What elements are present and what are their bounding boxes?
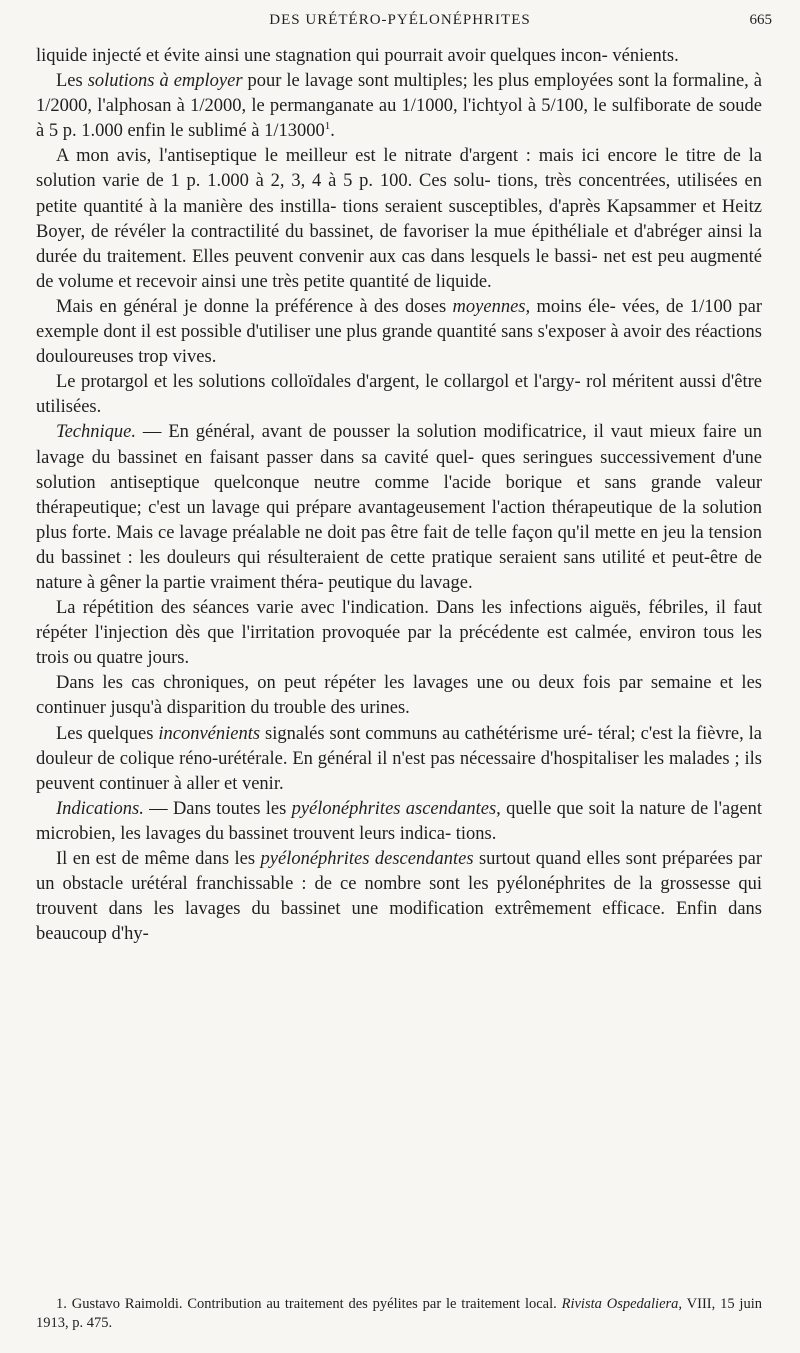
paragraph-text: Mais en général je donne la préférence à des doses (56, 296, 453, 317)
running-head: DES URÉTÉRO-PYÉLONÉPHRITES (269, 12, 531, 28)
section-heading: Indications. (56, 798, 144, 819)
footnotes (36, 1295, 762, 1333)
paragraph (36, 596, 762, 671)
paragraph (36, 420, 762, 596)
paragraph-text: moins éle- vées, de 1/100 par exemple dont il est possible d'utiliser une plus grande quantité sans s'exposer à avoir des réactions douloureuses trop vives. (36, 296, 762, 368)
paragraph-text: A mon avis, l'antiseptique le meilleur est le nitrate d'argent : mais ici encore le titre de la solution varie de 1 p. 1.000 à 2, 3, 4 à 5 p. 100. Ces solu- tions, très concentrées, utilisées en petite quantité à la manière des instilla- tions seraient susceptibles, d'après Kapsammer et Heitz Boyer, de révéler la contractilité du bassinet, de favoriser la mue épithéliale et d'abréger ainsi la durée du traitement. Elles peuvent convenir aux cas dans lesquels le bassi- net est peu augmenté de volume et recevoir ainsi une très petite quantité de liquide. (36, 146, 762, 292)
paragraph (36, 797, 762, 847)
paragraph-text: Les quelques (56, 723, 159, 744)
paragraph-text: surtout quand elles sont préparées par un obstacle urétéral franchissable : de ce nombre sont les pyélonéphrites de la grossesse qui trouvent dans les lavages du bassinet une modification extrêmement efficace. Enfin dans beaucoup d'hy- (36, 849, 763, 945)
paragraph-text: Le protargol et les solutions colloïdales d'argent, le collargol et l'argy- rol méritent aussi d'être utilisées. (36, 372, 762, 418)
paragraph (36, 69, 762, 144)
body-text (36, 44, 762, 947)
footnote-marker: 1 (324, 120, 331, 133)
italic-term: pyélonéphrites ascendantes, (291, 798, 501, 819)
journal-title: Rivista Ospedaliera, (561, 1296, 683, 1312)
paragraph-text: La répétition des séances varie avec l'indication. Dans les infections aiguës, fébriles, il faut répéter l'injection dès que l'irritation provoquée par la précédente est calmée, environ tous les trois ou quatre jours. (36, 598, 762, 669)
section-heading: Technique. (56, 422, 136, 443)
paragraph (36, 722, 762, 797)
paragraph-text: . (330, 121, 335, 142)
paragraph-text: quelle que soit la nature de l'agent microbien, les lavages du bassinet trouvent leurs indica- tions. (36, 798, 763, 844)
paragraph (36, 847, 762, 947)
italic-term: pyélonéphrites descendantes (260, 849, 474, 869)
paragraph-text: — Dans toutes les (143, 798, 292, 819)
paragraph-text: — En général, avant de pousser la solution modificatrice, il vaut mieux faire un lavage du bassinet en faisant passer dans sa cavité quel- ques seringues successivement d'une solution antiseptique quelconque neutre comme l'acide borique et sans grande valeur thérapeutique; c'est un lavage qui prépare avantageusement l'action thérapeutique de la solution plus forte. Mais ce lavage préalable ne doit pas être fait de telle façon qu'il mette en jeu la tension du bassinet : les douleurs qui résulteraient de cette pratique seraient sans utilité et peut-être de nature à gêner la partie vraiment théra- peutique du lavage. (36, 422, 762, 593)
paragraph-text: liquide injecté et évite ainsi une stagnation qui pourrait avoir quelques incon- vénients. (36, 46, 679, 66)
paragraph (36, 671, 762, 721)
paragraph-text: Dans les cas chroniques, on peut répéter les lavages une ou deux fois par semaine et les continuer jusqu'à disparition du trouble des urines. (36, 673, 762, 719)
paragraph (36, 295, 762, 370)
paragraph-text: signalés sont communs au cathétérisme uré- téral; c'est la fièvre, la douleur de colique réno-urétérale. En général il n'est pas nécessaire d'hospitaliser les malades ; ils peuvent continuer à aller et venir. (36, 723, 762, 794)
paragraph-text: Les (56, 71, 88, 92)
page-number: 665 (749, 12, 772, 28)
page-header (0, 12, 800, 38)
paragraph (36, 370, 762, 420)
italic-term: inconvénients (158, 723, 261, 744)
paragraph-text: pour le lavage sont multiples; les plus employées sont la formaline, à 1/2000, l'alphosan à 1/2000, le permanganate au 1/1000, l'ichtyol à 5/100, le sulfiborate de soude à 5 p. 1.000 enfin le sublimé à 1/13000 (36, 71, 762, 142)
paragraph-text: Il en est de même dans les (56, 849, 261, 869)
paragraph (36, 44, 762, 69)
italic-term: solutions à employer (87, 71, 243, 92)
paragraph (36, 144, 762, 295)
footnote (36, 1295, 762, 1333)
footnote-text: VIII, 15 juin 1913, p. 475. (36, 1296, 762, 1331)
footnote-text: 1. Gustavo Raimoldi. Contribution au traitement des pyélites par le traitement local. (56, 1296, 562, 1312)
italic-term: moyennes, (452, 296, 531, 317)
